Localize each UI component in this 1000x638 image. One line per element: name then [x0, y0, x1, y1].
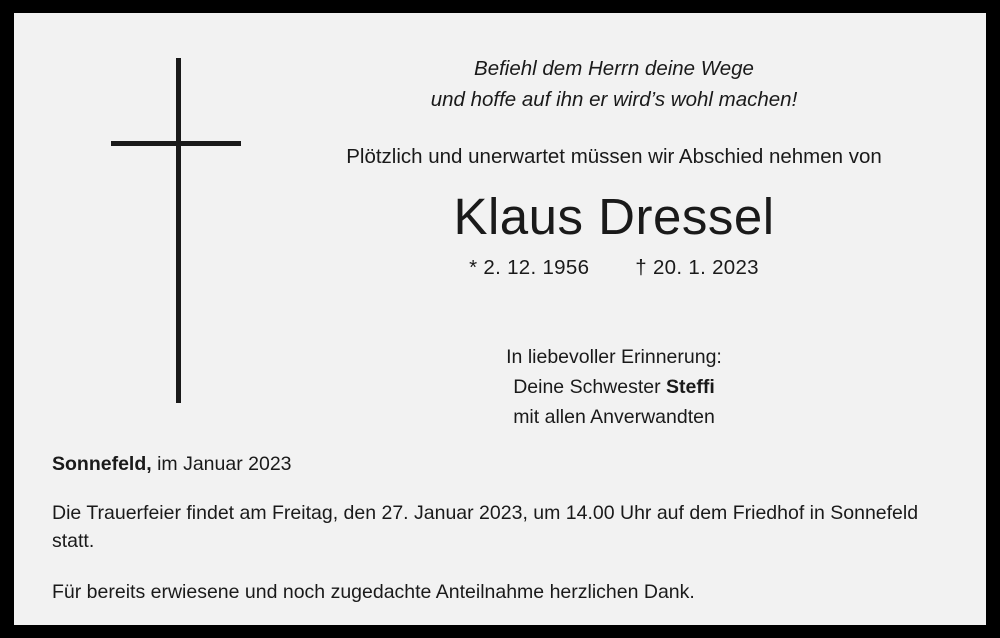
place-and-date: [52, 450, 962, 478]
death-date: † 20. 1. 2023: [635, 256, 759, 279]
memory-block: [284, 342, 944, 432]
intro-text: Plötzlich und unerwartet müssen wir Abschied nehmen von: [346, 145, 882, 168]
place-name: Sonnefeld,: [52, 453, 152, 475]
cross-vertical-bar: [176, 58, 181, 403]
verse-block: [284, 53, 944, 115]
life-dates: [284, 256, 944, 280]
main-text-block: [284, 53, 944, 432]
place-date: im Januar 2023: [151, 453, 292, 475]
memory-relative-name: Steffi: [666, 376, 715, 398]
memory-relation: Deine Schwester: [513, 376, 667, 398]
thanks-note: Für bereits erwiesene und noch zugedachte Anteilnahme herzlichen Dank.: [52, 581, 695, 603]
deceased-name: Klaus Dressel: [453, 188, 775, 245]
ceremony-details: Die Trauerfeier findet am Freitag, den 27. Januar 2023, um 14.00 Uhr auf dem Friedhof in Sonnefeld statt.: [52, 502, 919, 552]
memory-intro: In liebevoller Erinnerung:: [506, 346, 722, 368]
verse-line-1: Befiehl dem Herrn deine Wege: [474, 57, 754, 80]
birth-date: * 2. 12. 1956: [469, 256, 590, 279]
obituary-notice: [14, 13, 986, 625]
cross-horizontal-bar: [111, 141, 241, 146]
footer-block: [52, 450, 962, 606]
memory-relatives: mit allen Anverwandten: [513, 406, 715, 428]
verse-line-2: und hoffe auf ihn er wird’s wohl machen!: [430, 88, 798, 111]
memory-relative-line: [284, 372, 944, 402]
